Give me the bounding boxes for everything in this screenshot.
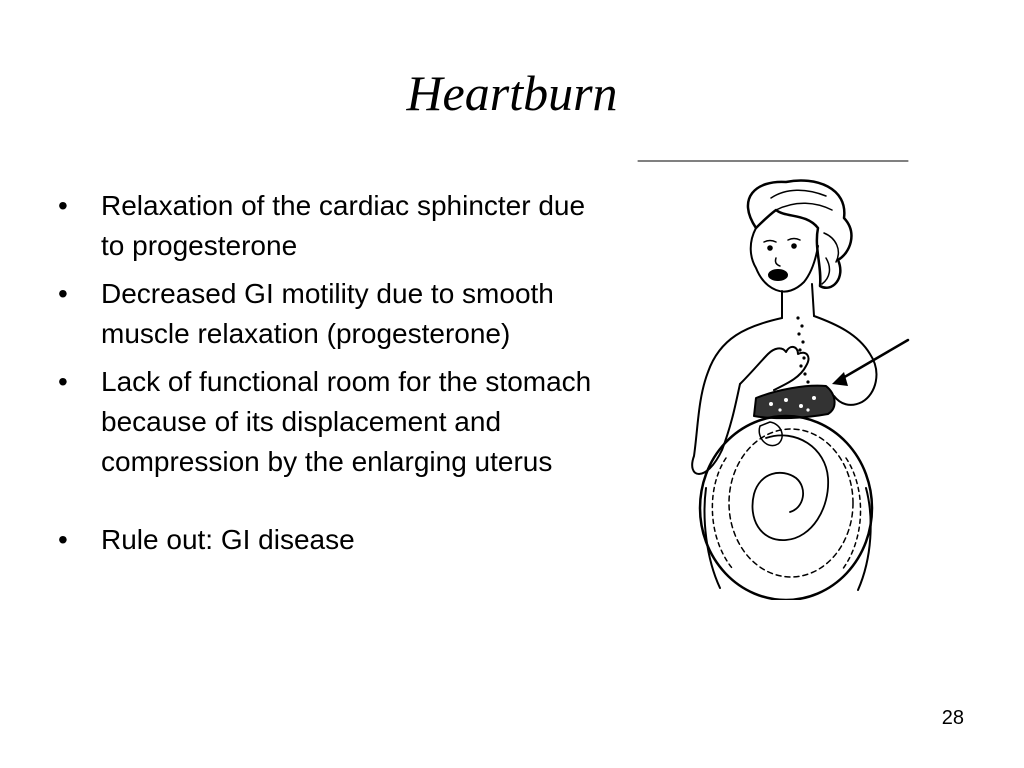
page-number: 28 [941,707,964,729]
bullet-text: Lack of functional room for the stomach because of its displacement and compression by the enlarging uterus [101,366,592,477]
stomach [754,386,835,419]
pregnant-woman-heartburn-icon [636,158,910,600]
bullet-text: Rule out: GI disease [101,524,355,555]
bullet-list [58,186,598,568]
bullet-text: Decreased GI motility due to smooth muscle relaxation (progesterone) [101,278,554,349]
arrow-head [832,372,848,386]
bullet-item [58,186,598,266]
bullet-icon: • [58,190,68,221]
bullet-icon: • [58,278,68,309]
bullet-icon: • [58,366,68,397]
bullet-item [58,520,598,560]
hand [740,347,808,390]
bullet-item [58,362,598,482]
hair [748,181,851,288]
bullet-icon: • [58,524,68,555]
slide-title: Heartburn [406,65,618,121]
belly-outline [700,416,872,600]
arrow-line [836,340,908,382]
uterus [729,429,853,577]
fetus [752,435,828,540]
face [751,228,818,292]
bullet-item [58,274,598,354]
bullet-text: Relaxation of the cardiac sphincter due to progesterone [101,190,586,261]
